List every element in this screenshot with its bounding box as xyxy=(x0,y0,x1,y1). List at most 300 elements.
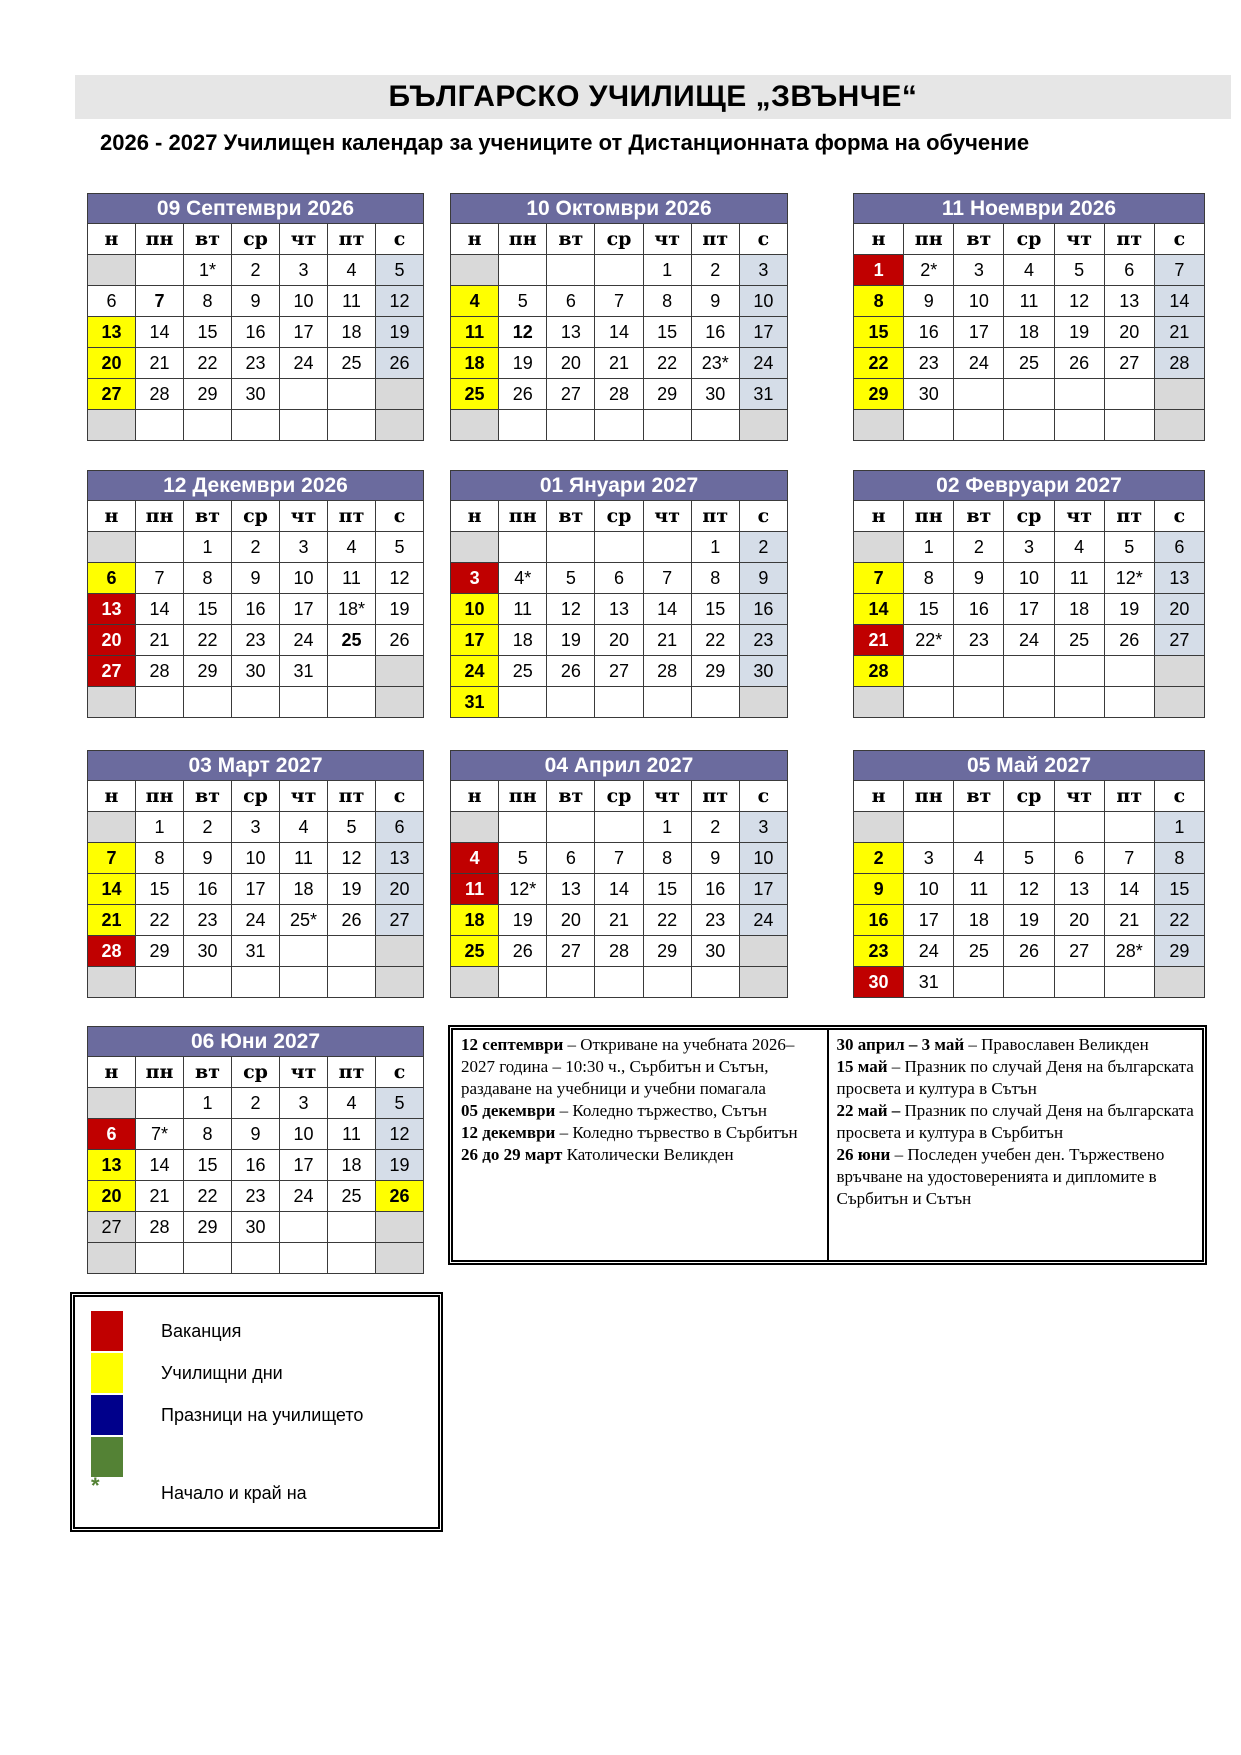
day-cell: 24 xyxy=(954,348,1004,379)
month-calendar xyxy=(853,750,1205,998)
empty-day-cell xyxy=(328,410,376,441)
weekday-header: вт xyxy=(184,501,232,532)
day-cell: 15 xyxy=(136,874,184,905)
day-cell: 20 xyxy=(1154,594,1204,625)
day-cell: 8 xyxy=(643,286,691,317)
day-cell: 28 xyxy=(854,656,904,687)
day-cell: 16 xyxy=(232,317,280,348)
day-cell: 29 xyxy=(643,936,691,967)
week-row xyxy=(451,687,788,718)
day-cell: 4 xyxy=(328,1088,376,1119)
week-row xyxy=(451,843,788,874)
day-cell: 24 xyxy=(904,936,954,967)
day-cell: 19 xyxy=(1104,594,1154,625)
empty-day-cell xyxy=(328,379,376,410)
day-cell: 30 xyxy=(904,379,954,410)
day-cell: 28 xyxy=(136,1212,184,1243)
day-cell: 5 xyxy=(499,286,547,317)
day-cell: 1 xyxy=(184,1088,232,1119)
empty-day-cell xyxy=(376,410,424,441)
day-cell: 24 xyxy=(232,905,280,936)
day-cell: 9 xyxy=(184,843,232,874)
day-cell: 25 xyxy=(954,936,1004,967)
day-cell: 21 xyxy=(1154,317,1204,348)
day-cell: 1 xyxy=(136,812,184,843)
event-date: 05 декември xyxy=(461,1101,556,1120)
day-cell: 17 xyxy=(280,594,328,625)
legend-item-school-holidays xyxy=(91,1395,421,1435)
day-cell: 6 xyxy=(376,812,424,843)
empty-day-cell xyxy=(547,410,595,441)
empty-day-cell xyxy=(1054,687,1104,718)
empty-day-cell xyxy=(1104,410,1154,441)
empty-day-cell xyxy=(136,967,184,998)
day-cell: 22 xyxy=(184,348,232,379)
week-row xyxy=(451,532,788,563)
week-row xyxy=(451,348,788,379)
day-cell: 6 xyxy=(1154,532,1204,563)
weekday-header: ср xyxy=(232,781,280,812)
day-cell: 13 xyxy=(1104,286,1154,317)
weekday-header: вт xyxy=(184,781,232,812)
color-legend xyxy=(70,1292,443,1532)
weekday-header: ср xyxy=(595,781,643,812)
day-cell: 30 xyxy=(691,379,739,410)
day-cell: 19 xyxy=(499,905,547,936)
event-note xyxy=(837,1100,1195,1144)
empty-day-cell xyxy=(547,532,595,563)
empty-day-cell xyxy=(1154,656,1204,687)
day-cell: 2 xyxy=(232,255,280,286)
week-row xyxy=(451,874,788,905)
day-cell: 15 xyxy=(184,1150,232,1181)
day-cell: 6 xyxy=(547,843,595,874)
day-cell: 24 xyxy=(451,656,499,687)
event-date: 30 април – 3 май xyxy=(836,1035,965,1054)
empty-day-cell xyxy=(1104,379,1154,410)
empty-day-cell xyxy=(184,1243,232,1274)
day-cell: 4 xyxy=(954,843,1004,874)
event-description: – Православен Великден xyxy=(964,1035,1149,1054)
day-cell: 1 xyxy=(1154,812,1204,843)
empty-day-cell xyxy=(854,812,904,843)
empty-day-cell xyxy=(451,410,499,441)
week-row xyxy=(854,625,1205,656)
empty-day-cell xyxy=(136,255,184,286)
empty-day-cell xyxy=(1054,967,1104,998)
event-note xyxy=(461,1122,819,1144)
day-cell: 27 xyxy=(376,905,424,936)
empty-day-cell xyxy=(1104,656,1154,687)
day-cell: 27 xyxy=(595,656,643,687)
week-row xyxy=(451,410,788,441)
weekday-header: с xyxy=(376,781,424,812)
day-cell: 2 xyxy=(739,532,787,563)
week-row xyxy=(451,317,788,348)
day-cell: 25* xyxy=(280,905,328,936)
day-cell: 7 xyxy=(595,286,643,317)
day-cell: 6 xyxy=(88,286,136,317)
day-cell: 24 xyxy=(280,1181,328,1212)
day-cell: 25 xyxy=(1004,348,1054,379)
week-row xyxy=(88,1181,424,1212)
event-description: – Празник по случай Деня на българската просвета и култура в Сътън xyxy=(836,1057,1194,1098)
day-cell: 21 xyxy=(136,348,184,379)
day-cell: 5 xyxy=(1104,532,1154,563)
day-cell: 3 xyxy=(954,255,1004,286)
weekday-header: пн xyxy=(499,501,547,532)
day-cell: 30 xyxy=(232,379,280,410)
day-cell: 7 xyxy=(1104,843,1154,874)
day-cell: 13 xyxy=(88,317,136,348)
month-calendar xyxy=(87,470,424,718)
day-cell: 27 xyxy=(1054,936,1104,967)
day-cell: 4 xyxy=(1054,532,1104,563)
week-row xyxy=(854,687,1205,718)
day-cell: 6 xyxy=(88,563,136,594)
week-row xyxy=(88,625,424,656)
empty-day-cell xyxy=(1154,687,1204,718)
day-cell: 2 xyxy=(954,532,1004,563)
event-date: 12 декември xyxy=(461,1123,556,1142)
events-notes-right xyxy=(827,1030,1203,1260)
empty-day-cell xyxy=(1004,656,1054,687)
week-row xyxy=(451,594,788,625)
day-cell: 5 xyxy=(1004,843,1054,874)
month-title: 12 Декември 2026 xyxy=(88,471,424,501)
day-cell: 14 xyxy=(136,1150,184,1181)
day-cell: 26 xyxy=(547,656,595,687)
day-cell: 9 xyxy=(954,563,1004,594)
day-cell: 11 xyxy=(328,286,376,317)
empty-day-cell xyxy=(88,255,136,286)
day-cell: 13 xyxy=(88,1150,136,1181)
week-row xyxy=(854,967,1205,998)
day-cell: 2 xyxy=(691,812,739,843)
weekday-header: н xyxy=(88,781,136,812)
day-cell: 23 xyxy=(954,625,1004,656)
weekday-header: с xyxy=(376,224,424,255)
day-cell: 29 xyxy=(136,936,184,967)
day-cell: 20 xyxy=(547,348,595,379)
empty-day-cell xyxy=(954,656,1004,687)
day-cell: 14 xyxy=(595,317,643,348)
day-cell: 29 xyxy=(1154,936,1204,967)
day-cell: 14 xyxy=(643,594,691,625)
month-title: 01 Януари 2027 xyxy=(451,471,788,501)
legend-label-school-days: Училищни дни xyxy=(161,1363,283,1383)
day-cell: 18* xyxy=(328,594,376,625)
weekday-header: н xyxy=(88,501,136,532)
day-cell: 4 xyxy=(451,286,499,317)
empty-day-cell xyxy=(136,687,184,718)
empty-day-cell xyxy=(854,687,904,718)
day-cell: 26 xyxy=(376,348,424,379)
empty-day-cell xyxy=(376,967,424,998)
day-cell: 22 xyxy=(643,348,691,379)
event-note xyxy=(837,1144,1195,1210)
empty-day-cell xyxy=(595,255,643,286)
day-cell: 25 xyxy=(451,379,499,410)
weekday-header: чт xyxy=(280,224,328,255)
empty-day-cell xyxy=(328,936,376,967)
day-cell: 16 xyxy=(904,317,954,348)
day-cell: 9 xyxy=(691,843,739,874)
empty-day-cell xyxy=(451,812,499,843)
day-cell: 4 xyxy=(328,532,376,563)
week-row xyxy=(88,1088,424,1119)
empty-day-cell xyxy=(451,532,499,563)
month-calendar xyxy=(853,193,1205,441)
weekday-header: пн xyxy=(499,781,547,812)
day-cell: 24 xyxy=(280,348,328,379)
empty-day-cell xyxy=(184,687,232,718)
day-cell: 11 xyxy=(451,317,499,348)
empty-day-cell xyxy=(280,410,328,441)
calendar-subtitle: 2026 - 2027 Училищен календар за учениците от Дистанционната форма на обучение xyxy=(100,130,1030,155)
weekday-header: пн xyxy=(904,781,954,812)
day-cell: 30 xyxy=(854,967,904,998)
week-row xyxy=(88,687,424,718)
day-cell: 27 xyxy=(88,1212,136,1243)
empty-day-cell xyxy=(88,1088,136,1119)
empty-day-cell xyxy=(691,967,739,998)
weekday-header: ср xyxy=(232,224,280,255)
month-title: 10 Октомври 2026 xyxy=(451,194,788,224)
day-cell: 12 xyxy=(1054,286,1104,317)
day-cell: 2 xyxy=(232,1088,280,1119)
day-cell: 9 xyxy=(854,874,904,905)
day-cell: 18 xyxy=(451,905,499,936)
empty-day-cell xyxy=(451,255,499,286)
empty-day-cell xyxy=(954,687,1004,718)
empty-day-cell xyxy=(1004,687,1054,718)
day-cell: 23 xyxy=(232,1181,280,1212)
day-cell: 2 xyxy=(232,532,280,563)
empty-day-cell xyxy=(739,967,787,998)
day-cell: 31 xyxy=(232,936,280,967)
weekday-header: с xyxy=(1154,501,1204,532)
day-cell: 24 xyxy=(280,625,328,656)
weekday-header: вт xyxy=(954,224,1004,255)
empty-day-cell xyxy=(499,255,547,286)
day-cell: 28 xyxy=(643,656,691,687)
day-cell: 27 xyxy=(1104,348,1154,379)
weekday-header: с xyxy=(739,224,787,255)
week-row xyxy=(88,656,424,687)
day-cell: 26 xyxy=(1004,936,1054,967)
events-notes-box xyxy=(448,1025,1207,1265)
empty-day-cell xyxy=(328,687,376,718)
day-cell: 19 xyxy=(499,348,547,379)
month-title: 03 Март 2027 xyxy=(88,751,424,781)
empty-day-cell xyxy=(376,936,424,967)
day-cell: 15 xyxy=(643,317,691,348)
weekday-header: вт xyxy=(954,501,1004,532)
day-cell: 10 xyxy=(451,594,499,625)
day-cell: 21 xyxy=(854,625,904,656)
week-row xyxy=(88,348,424,379)
day-cell: 8 xyxy=(184,1119,232,1150)
day-cell: 18 xyxy=(1054,594,1104,625)
empty-day-cell xyxy=(1104,687,1154,718)
day-cell: 21 xyxy=(643,625,691,656)
weekday-header: н xyxy=(451,224,499,255)
event-date: 22 май – xyxy=(836,1101,901,1120)
empty-day-cell xyxy=(88,1243,136,1274)
day-cell: 1 xyxy=(184,532,232,563)
day-cell: 17 xyxy=(739,317,787,348)
events-notes-left xyxy=(453,1030,827,1260)
day-cell: 22 xyxy=(184,1181,232,1212)
day-cell: 17 xyxy=(232,874,280,905)
empty-day-cell xyxy=(499,532,547,563)
week-row xyxy=(451,967,788,998)
month-calendar xyxy=(450,193,788,441)
day-cell: 3 xyxy=(1004,532,1054,563)
empty-day-cell xyxy=(904,687,954,718)
day-cell: 3 xyxy=(451,563,499,594)
day-cell: 20 xyxy=(1104,317,1154,348)
day-cell: 18 xyxy=(451,348,499,379)
empty-day-cell xyxy=(136,1088,184,1119)
empty-day-cell xyxy=(739,936,787,967)
day-cell: 23* xyxy=(691,348,739,379)
empty-day-cell xyxy=(88,687,136,718)
day-cell: 13 xyxy=(595,594,643,625)
day-cell: 15 xyxy=(691,594,739,625)
empty-day-cell xyxy=(88,812,136,843)
day-cell: 19 xyxy=(376,1150,424,1181)
empty-day-cell xyxy=(328,1212,376,1243)
week-row xyxy=(451,625,788,656)
day-cell: 7 xyxy=(136,563,184,594)
weekday-header: ср xyxy=(232,501,280,532)
empty-day-cell xyxy=(280,936,328,967)
empty-day-cell xyxy=(499,967,547,998)
empty-day-cell xyxy=(691,687,739,718)
day-cell: 19 xyxy=(328,874,376,905)
week-row xyxy=(451,379,788,410)
empty-day-cell xyxy=(854,532,904,563)
day-cell: 29 xyxy=(691,656,739,687)
legend-swatch-green xyxy=(91,1437,123,1477)
day-cell: 19 xyxy=(376,594,424,625)
day-cell: 30 xyxy=(184,936,232,967)
day-cell: 18 xyxy=(328,1150,376,1181)
day-cell: 22 xyxy=(643,905,691,936)
empty-day-cell xyxy=(739,410,787,441)
weekday-header: чт xyxy=(643,781,691,812)
weekday-header: н xyxy=(451,501,499,532)
day-cell: 22 xyxy=(1154,905,1204,936)
empty-day-cell xyxy=(376,1212,424,1243)
day-cell: 26 xyxy=(1054,348,1104,379)
weekday-header: пн xyxy=(136,501,184,532)
event-description: – Коледно тървество в Сърбитън xyxy=(555,1123,798,1142)
day-cell: 23 xyxy=(232,625,280,656)
empty-day-cell xyxy=(904,812,954,843)
week-row xyxy=(88,255,424,286)
day-cell: 29 xyxy=(643,379,691,410)
weekday-header: пт xyxy=(328,224,376,255)
weekday-header: ср xyxy=(1004,781,1054,812)
weekday-header: с xyxy=(376,1057,424,1088)
day-cell: 17 xyxy=(1004,594,1054,625)
day-cell: 23 xyxy=(184,905,232,936)
legend-star-symbol: * xyxy=(91,1473,100,1498)
day-cell: 30 xyxy=(691,936,739,967)
weekday-header: чт xyxy=(1054,501,1104,532)
day-cell: 10 xyxy=(739,286,787,317)
day-cell: 14 xyxy=(136,317,184,348)
weekday-header: пт xyxy=(691,781,739,812)
day-cell: 29 xyxy=(184,379,232,410)
day-cell: 17 xyxy=(739,874,787,905)
day-cell: 27 xyxy=(88,379,136,410)
week-row xyxy=(88,286,424,317)
day-cell: 8 xyxy=(904,563,954,594)
day-cell: 19 xyxy=(547,625,595,656)
week-row xyxy=(88,379,424,410)
weekday-header: с xyxy=(739,501,787,532)
day-cell: 12* xyxy=(499,874,547,905)
empty-day-cell xyxy=(1104,812,1154,843)
weekday-header: с xyxy=(739,781,787,812)
empty-day-cell xyxy=(954,410,1004,441)
day-cell: 8 xyxy=(854,286,904,317)
empty-day-cell xyxy=(328,1243,376,1274)
week-row xyxy=(854,348,1205,379)
weekday-header: пт xyxy=(1104,501,1154,532)
day-cell: 29 xyxy=(184,1212,232,1243)
day-cell: 31 xyxy=(739,379,787,410)
event-description: – Коледно тържество, Сътън xyxy=(555,1101,767,1120)
day-cell: 6 xyxy=(547,286,595,317)
empty-day-cell xyxy=(280,967,328,998)
day-cell: 6 xyxy=(1054,843,1104,874)
day-cell: 8 xyxy=(1154,843,1204,874)
empty-day-cell xyxy=(547,812,595,843)
empty-day-cell xyxy=(1054,410,1104,441)
empty-day-cell xyxy=(904,410,954,441)
empty-day-cell xyxy=(643,410,691,441)
week-row xyxy=(88,1212,424,1243)
month-calendar xyxy=(87,750,424,998)
day-cell: 16 xyxy=(739,594,787,625)
day-cell: 31 xyxy=(280,656,328,687)
day-cell: 17 xyxy=(904,905,954,936)
weekday-header: с xyxy=(1154,781,1204,812)
week-row xyxy=(854,874,1205,905)
empty-day-cell xyxy=(547,687,595,718)
day-cell: 2* xyxy=(904,255,954,286)
day-cell: 21 xyxy=(595,905,643,936)
day-cell: 23 xyxy=(854,936,904,967)
day-cell: 16 xyxy=(691,317,739,348)
day-cell: 28 xyxy=(88,936,136,967)
day-cell: 12 xyxy=(1004,874,1054,905)
empty-day-cell xyxy=(136,1243,184,1274)
empty-day-cell xyxy=(499,410,547,441)
day-cell: 31 xyxy=(904,967,954,998)
empty-day-cell xyxy=(451,967,499,998)
weekday-header: пн xyxy=(904,224,954,255)
weekday-header: вт xyxy=(547,224,595,255)
day-cell: 4 xyxy=(280,812,328,843)
day-cell: 21 xyxy=(595,348,643,379)
day-cell: 10 xyxy=(904,874,954,905)
